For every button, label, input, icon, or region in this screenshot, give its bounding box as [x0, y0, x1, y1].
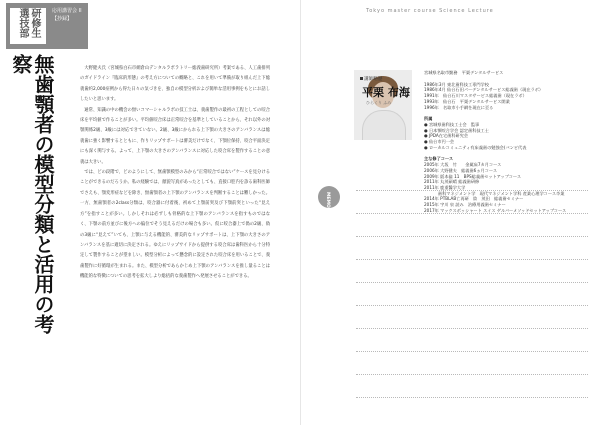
paragraph-1: 大野健夫氏（宮城県白石市網倉山デンタルラボラトリー総義歯研究所）考案である、人工歯排列のガイドライン『臨床的形態』の考え方についての概略と、これを用いて準備が取り組んだ上下総義歯約2,000症例から得た日々の気づきを、独自の模型分析および簡単な活用事例をもとにお話ししたいと思います。	[80, 66, 270, 103]
lecture-series-header: Tokyo master course Science Lecture	[366, 8, 494, 14]
course-line-5: 2011年 鹿重醫学大学	[424, 184, 466, 190]
square-bullet-icon	[360, 77, 363, 80]
memo-line	[356, 259, 588, 260]
course-line-4: 2011年 丸茂碩晴 総義歯研修	[424, 179, 480, 185]
role-label: 講師略歴	[360, 76, 382, 82]
memo-line	[356, 374, 588, 375]
career-line-2: 1986年4月 仙台石田パーデンタルサービス総義歯（現在ラボ）	[424, 87, 544, 93]
course-line-7: 2014年 PTBLAB亡再研 陰 茂田 総義歯セミナー	[424, 196, 524, 202]
memberships-heading: 所属	[424, 116, 433, 122]
memo-line	[356, 282, 588, 283]
presenter-kana: ひらくり ふみ	[366, 100, 392, 105]
career-line-5: 1996年 名取市小手網を現在に至る	[424, 104, 494, 110]
page-gutter	[300, 0, 301, 425]
paragraph-2: 通常、知識の中の機会の無いコマーシャルラボの技工士は、義歯製作の最初の工程としての咬合床を平均値で作ることが多い。平均値咬合床は正常咬合を基準としていることから、それ以外の対顎関係2級、3級には対応できていない。2級、3級にかられる上下顎の大きさのアンバランスは総義歯に強く影響するとともに、作りリップサポートは審美だけでなく、下顎位保持、咬合平面決定にも深く関与する。よって、上下顎の大きさのアンバランスに対応した咬合床を製作することの意義は大きい。	[80, 107, 270, 165]
memo-line	[356, 190, 588, 191]
career-line-1: 1986年3月 東北歯科技工専門学校	[424, 81, 489, 87]
course-line-3: 2009年 阪本倫 11 BPS総義歯セットアップコース	[424, 173, 522, 179]
course-line-2: 2006年 大野健夫 総義歯6ヵ月コース	[424, 167, 498, 173]
membership-line-5: ● ローカルコミュニティ有床義歯の勉強会(バンビ代表	[424, 144, 527, 150]
memo-line	[356, 328, 588, 329]
membership-line-4: ● 仙台市円一会	[424, 139, 455, 145]
career-line-4: 1993年 仙台石 平栗デンタルサービス開業	[424, 98, 510, 104]
course-line-9: 2017年 マックスボッシャート スイス ゲルバーメソッドセットアップコース	[424, 207, 567, 213]
career-line-3: 1991年 仙台石川マスタサービス総義歯（現在ラボ）	[424, 93, 527, 99]
section-sub-label: 応用講習会 II	[52, 8, 82, 14]
section-header-block	[6, 3, 88, 49]
memo-label: MEMO	[325, 192, 330, 208]
affiliation: 宮城県名取市勤務 平栗デンタルサービス	[424, 70, 504, 75]
memo-line	[356, 213, 588, 214]
membership-line-1: ● 宮城県歯科技工士会 監事	[424, 121, 480, 127]
courses-heading: 主な修了コース	[424, 156, 454, 162]
memo-line	[356, 305, 588, 306]
course-line-1: 2005年 大坂 竹 金属床7カ月コース	[424, 162, 502, 168]
memo-writing-lines	[356, 190, 588, 420]
article-body	[80, 64, 270, 283]
article-title: 無歯顎者の模型分類と活用の考察	[9, 54, 55, 334]
course-line-8: 2015年 宇川 泉 読み 治療用義歯セミナー	[424, 202, 506, 208]
membership-line-2: ● 日本顎咬合学会 認定歯科技工士	[424, 127, 489, 133]
memo-line	[356, 236, 588, 237]
section-category-label: 研修生選技部	[10, 8, 46, 44]
paragraph-3: では、どの段階で、どのようにして、無歯顎模型のみから“正常咬合ではない”ケースを見分けることができるのだろうか。私の経験では、顔貌写真があったとしても、直接口腔内を診る歯科医師でさえも、顎変形症などを除き、無歯顎者の上下顎のアンバランスを判断することは難しかった。一方、無歯顎者の2class分類は、咬合器に付着後、初めて上顎前突及び下顎前突といった“見え方”を指すことが多い。しかしそれは必ずしも骨格的な上下顎のアンバランスを指すものではなく、下顎の前方並びに後方への偏位でそう見えるだけの場合も多い。仮に咬合器上で偽の2級、偽の3級に“見えて”いても、上顎に与える機能的、審美的なリップサポートは、上下顎の大きさのアンバランスを基に適切に決定される。ゆえにリップサイドから提供する咬合床は歯科医から十分特定して製作することが望ましい。模型分析によって懸念的に設定された咬合床を用いることで、義歯製作に好循環が生まれる。また、模型分析であらかじめ上下顎のアンバランスを推し量ることは機能的な特徴についての思考を拡大しより総括的な義歯製作へ発展させることができる。	[80, 170, 270, 280]
section-abstract-label: 【抄録】	[52, 16, 73, 22]
presenter-name: 平栗 布海	[362, 86, 410, 99]
memo-line	[356, 397, 588, 398]
course-line-6: 歯科マネジメント学 現代マネジメント学科 産業心理学コース卒業	[424, 190, 565, 196]
membership-line-3: ● JPDA在宅歯科研究会	[424, 133, 469, 139]
memo-line	[356, 351, 588, 352]
